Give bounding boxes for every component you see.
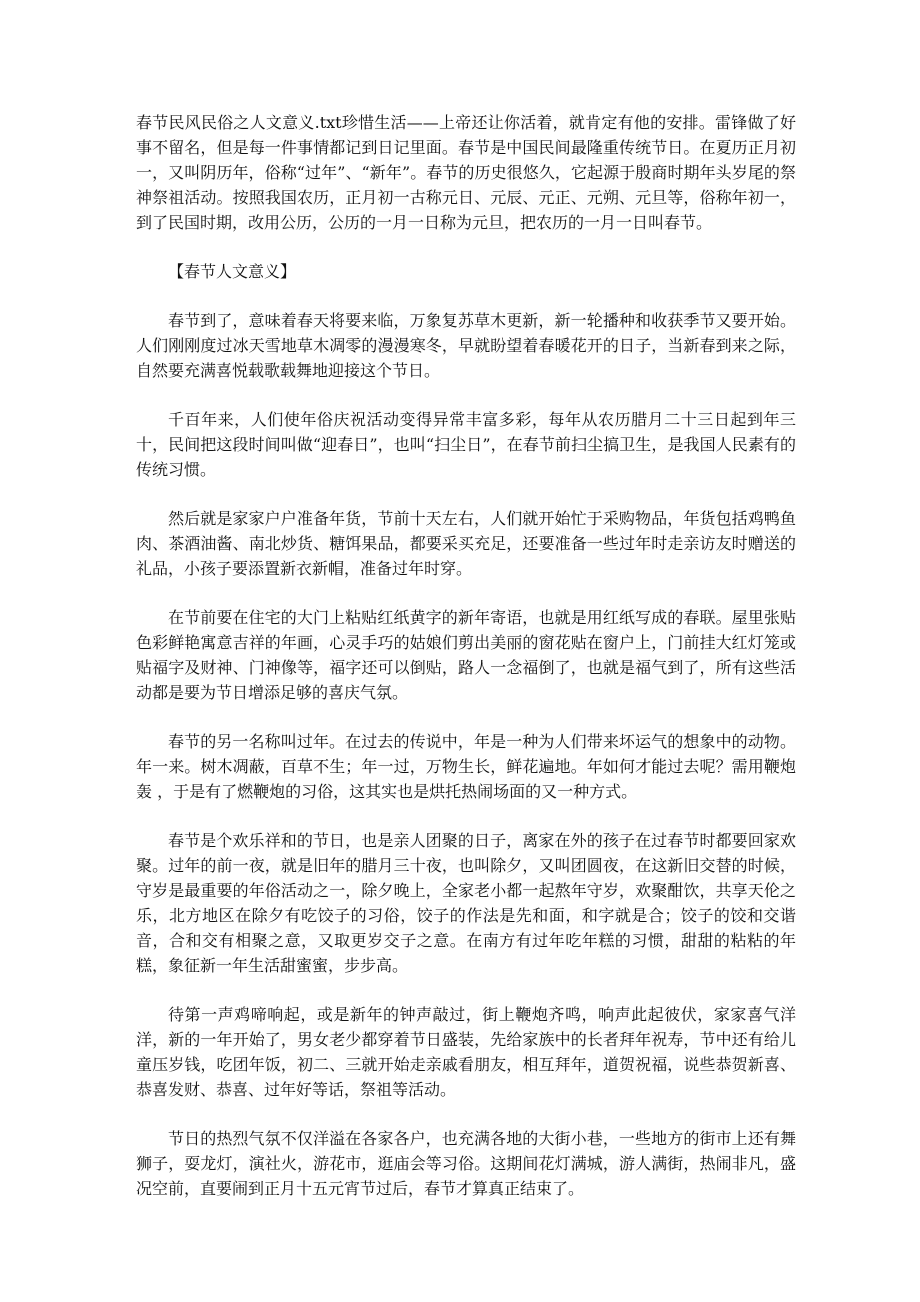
body-paragraph: 待第一声鸡啼响起，或是新年的钟声敲过，街上鞭炮齐鸣，响声此起彼伏，家家喜气洋洋，新的一年开始了，男女老少都穿着节日盛装，先给家族中的长者拜年祝寿，节中还有给儿童压岁钱，吃团年饭，初二、三就开始走亲戚看朋友，相互拜年，道贺祝福，说些恭贺新喜、恭喜发财、恭喜、过年好等话，祭祖等活动。	[136, 1005, 796, 1099]
body-paragraph: 春节的另一名称叫过年。在过去的传说中，年是一种为人们带来坏运气的想象中的动物。年一来。树木凋蔽，百草不生；年一过，万物生长，鲜花遍地。年如何才能过去呢？需用鞭炮轰 ，于是有了燃鞭炮的习俗，这其实也是烘托热闹场面的又一种方式。	[136, 732, 796, 801]
body-paragraph: 春节是个欢乐祥和的节日，也是亲人团聚的日子，离家在外的孩子在过春节时都要回家欢聚。过年的前一夜，就是旧年的腊月三十夜，也叫除夕，又叫团圆夜，在这新旧交替的时候，守岁是最重要的年俗活动之一，除夕晚上，全家老小都一起熬年守岁，欢聚酣饮，共享天伦之乐，北方地区在除夕有吃饺子的习俗，饺子的作法是先和面，和字就是合；饺子的饺和交谐音，合和交有相聚之意，又取更岁交子之意。在南方有过年吃年糕的习惯，甜甜的粘粘的年糕，象征新一年生活甜蜜蜜，步步高。	[136, 831, 796, 975]
body-paragraph: 千百年来，人们使年俗庆祝活动变得异常丰富多彩，每年从农历腊月二十三日起到年三十，民间把这段时间叫做“迎春日”，也叫“扫尘日”，在春节前扫尘搞卫生，是我国人民素有的传统习惯。	[136, 410, 796, 479]
intro-paragraph: 春节民风民俗之人文意义.txt珍惜生活——上帝还让你活着，就肯定有他的安排。雷锋做了好事不留名，但是每一件事情都记到日记里面。春节是中国民间最隆重传统节日。在夏历正月初一，又叫阴历年，俗称“过年”、“新年”。春节的历史很悠久，它起源于殷商时期年头岁尾的祭神祭祖活动。按照我国农历，正月初一古称元日、元辰、元正、元朔、元旦等，俗称年初一，到了民国时期，改用公历，公历的一月一日称为元旦，把农历的一月一日叫春节。	[136, 113, 796, 232]
section-heading: 【春节人文意义】	[168, 262, 297, 281]
body-paragraph: 在节前要在住宅的大门上粘贴红纸黄字的新年寄语，也就是用红纸写成的春联。屋里张贴色彩鲜艳寓意吉祥的年画，心灵手巧的姑娘们剪出美丽的窗花贴在窗户上，门前挂大红灯笼或贴福字及财神、门神像等，福字还可以倒贴，路人一念福倒了，也就是福气到了，所有这些活动都是要为节日增添足够的喜庆气氛。	[136, 608, 796, 702]
body-paragraph: 节日的热烈气氛不仅洋溢在各家各户，也充满各地的大街小巷，一些地方的街市上还有舞狮子，耍龙灯，演社火，游花市，逛庙会等习俗。这期间花灯满城，游人满街，热闹非凡，盛况空前，直要闹到正月十五元宵节过后，春节才算真正结束了。	[136, 1129, 796, 1198]
body-paragraph: 然后就是家家户户准备年货，节前十天左右，人们就开始忙于采购物品，年货包括鸡鸭鱼肉、茶酒油酱、南北炒货、糖饵果品，都要采买充足，还要准备一些过年时走亲访友时赠送的礼品，小孩子要添置新衣新帽，准备过年时穿。	[136, 509, 796, 578]
document-page	[136, 110, 796, 1225]
body-paragraph: 春节到了，意味着春天将要来临，万象复苏草木更新，新一轮播种和收获季节又要开始。人们刚刚度过冰天雪地草木凋零的漫漫寒冬，早就盼望着春暖花开的日子，当新春到来之际，自然要充满喜悦载歌载舞地迎接这个节日。	[136, 311, 796, 380]
